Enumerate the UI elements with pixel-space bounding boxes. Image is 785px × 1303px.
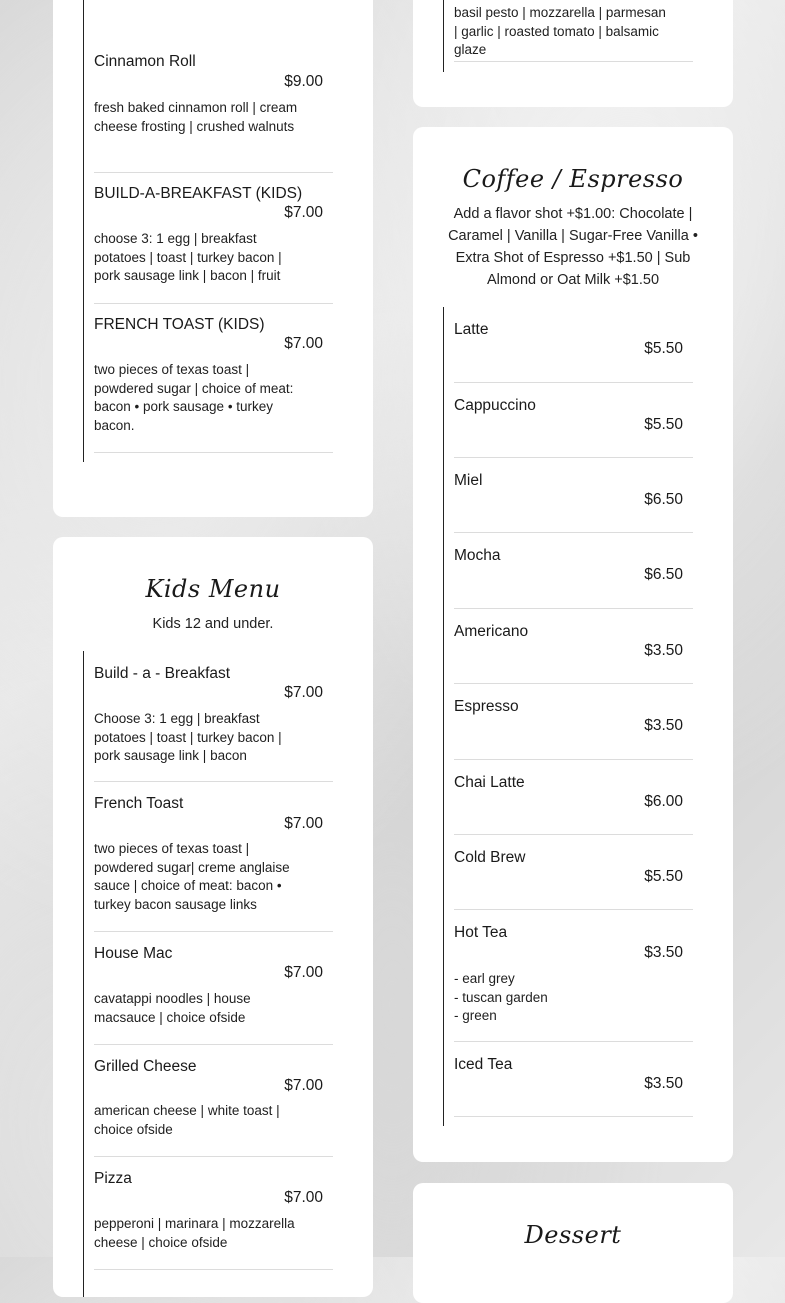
menu-item-name: Cappuccino	[454, 397, 536, 414]
menu-item-name: Mocha	[454, 547, 501, 564]
menu-item-list	[83, 0, 334, 462]
section-subtitle: Kids 12 and under.	[152, 616, 274, 632]
menu-item	[94, 304, 333, 453]
menu-item-price: $7.00	[284, 964, 323, 981]
menu-item-price: $7.00	[284, 335, 323, 352]
menu-item-description: - earl grey - tuscan garden - green	[454, 971, 548, 1023]
menu-item-name: Americano	[454, 623, 529, 640]
menu-item-description: basil pesto | mozzarella | parmesan | garlic | roasted tomato | balsamic glaze	[454, 5, 666, 57]
menu-item-name: French Toast	[94, 795, 184, 812]
menu-item-list	[443, 307, 694, 1126]
menu-item	[454, 1042, 693, 1117]
menu-item-name: Miel	[454, 472, 483, 489]
menu-item-price: $3.50	[644, 1075, 683, 1092]
menu-item-price: $7.00	[284, 1077, 323, 1094]
section-subtitle: Add a flavor shot +$1.00: Chocolate | Caramel | Vanilla | Sugar-Free Vanilla • Extra Shot of Espresso +$1.50 | Sub Almond or Oat Milk +$1.50	[448, 206, 698, 288]
menu-item-name: Latte	[454, 321, 489, 338]
menu-item-name: Cinnamon Roll	[94, 53, 196, 70]
menu-card-kids	[53, 537, 373, 1297]
menu-item-price: $6.50	[644, 566, 683, 583]
section-title: Coffee / Espresso	[462, 165, 684, 193]
menu-item-price: $5.50	[644, 340, 683, 357]
menu-item	[454, 910, 693, 1042]
menu-item	[454, 533, 693, 609]
menu-item-name: House Mac	[94, 945, 173, 962]
menu-item	[454, 458, 693, 533]
menu-item-price: $3.50	[644, 717, 683, 734]
menu-item	[94, 932, 333, 1045]
menu-item-name: Cold Brew	[454, 849, 526, 866]
menu-item-description: cavatappi noodles | house macsauce | choice ofside	[94, 991, 251, 1025]
menu-card-breakfast	[53, 0, 373, 517]
menu-item	[454, 383, 693, 458]
menu-item	[454, 835, 693, 910]
menu-item-description: pepperoni | marinara | mozzarella cheese | choice ofside	[94, 1216, 295, 1250]
menu-item-description: american cheese | white toast | choice ofside	[94, 1103, 280, 1137]
menu-item-price: $3.50	[644, 944, 683, 961]
menu-item	[94, 782, 333, 932]
menu-item-price: $7.00	[284, 684, 323, 701]
menu-item-name: Espresso	[454, 698, 519, 715]
menu-item-name: Chai Latte	[454, 774, 525, 791]
menu-item-name: Iced Tea	[454, 1056, 513, 1073]
menu-item-price: $9.00	[284, 73, 323, 90]
menu-item	[94, 173, 333, 304]
menu-item-description: choose 3: 1 egg | breakfast potatoes | toast | turkey bacon | pork sausage link | bacon | fruit	[94, 231, 282, 283]
menu-item	[454, 307, 693, 383]
menu-item	[94, 1045, 333, 1157]
menu-item	[454, 760, 693, 835]
menu-card-dessert	[413, 1183, 733, 1303]
menu-item-name: Pizza	[94, 1170, 132, 1187]
section-title: Kids Menu	[145, 575, 281, 603]
menu-item-name: Build - a - Breakfast	[94, 665, 231, 682]
menu-item	[94, 651, 333, 782]
menu-item-description: two pieces of texas toast | powdered sugar | choice of meat: bacon • pork sausage • turkey bacon.	[94, 362, 294, 433]
menu-item	[454, 684, 693, 760]
menu-item	[454, 0, 693, 62]
menu-item	[94, 50, 333, 173]
section-title: Dessert	[524, 1221, 622, 1249]
menu-item-price: $7.00	[284, 815, 323, 832]
menu-item-description: two pieces of texas toast | powdered sugar| creme anglaise sauce | choice of meat: bacon • turkey bacon sausage links	[94, 841, 290, 912]
menu-item	[454, 609, 693, 684]
menu-item-price: $3.50	[644, 642, 683, 659]
menu-card-partial	[413, 0, 733, 107]
menu-item-price: $5.50	[644, 868, 683, 885]
menu-item-name: Hot Tea	[454, 924, 508, 941]
menu-item-list	[83, 651, 334, 1297]
menu-item-price: $6.00	[644, 793, 683, 810]
menu-item-name: Grilled Cheese	[94, 1058, 197, 1075]
menu-item-price: $7.00	[284, 204, 323, 221]
menu-item-price: $5.50	[644, 416, 683, 433]
menu-card-coffee	[413, 127, 733, 1162]
menu-item-description: fresh baked cinnamon roll | cream cheese frosting | crushed walnuts	[94, 100, 298, 134]
menu-item-description: Choose 3: 1 egg | breakfast potatoes | toast | turkey bacon | pork sausage link | bacon	[94, 711, 282, 763]
menu-item-price: $6.50	[644, 491, 683, 508]
menu-item-price: $7.00	[284, 1189, 323, 1206]
menu-item-name: BUILD-A-BREAKFAST (KIDS)	[94, 185, 303, 202]
menu-item-name: FRENCH TOAST (KIDS)	[94, 316, 265, 333]
menu-item-list	[443, 0, 694, 72]
menu-item	[94, 1157, 333, 1270]
